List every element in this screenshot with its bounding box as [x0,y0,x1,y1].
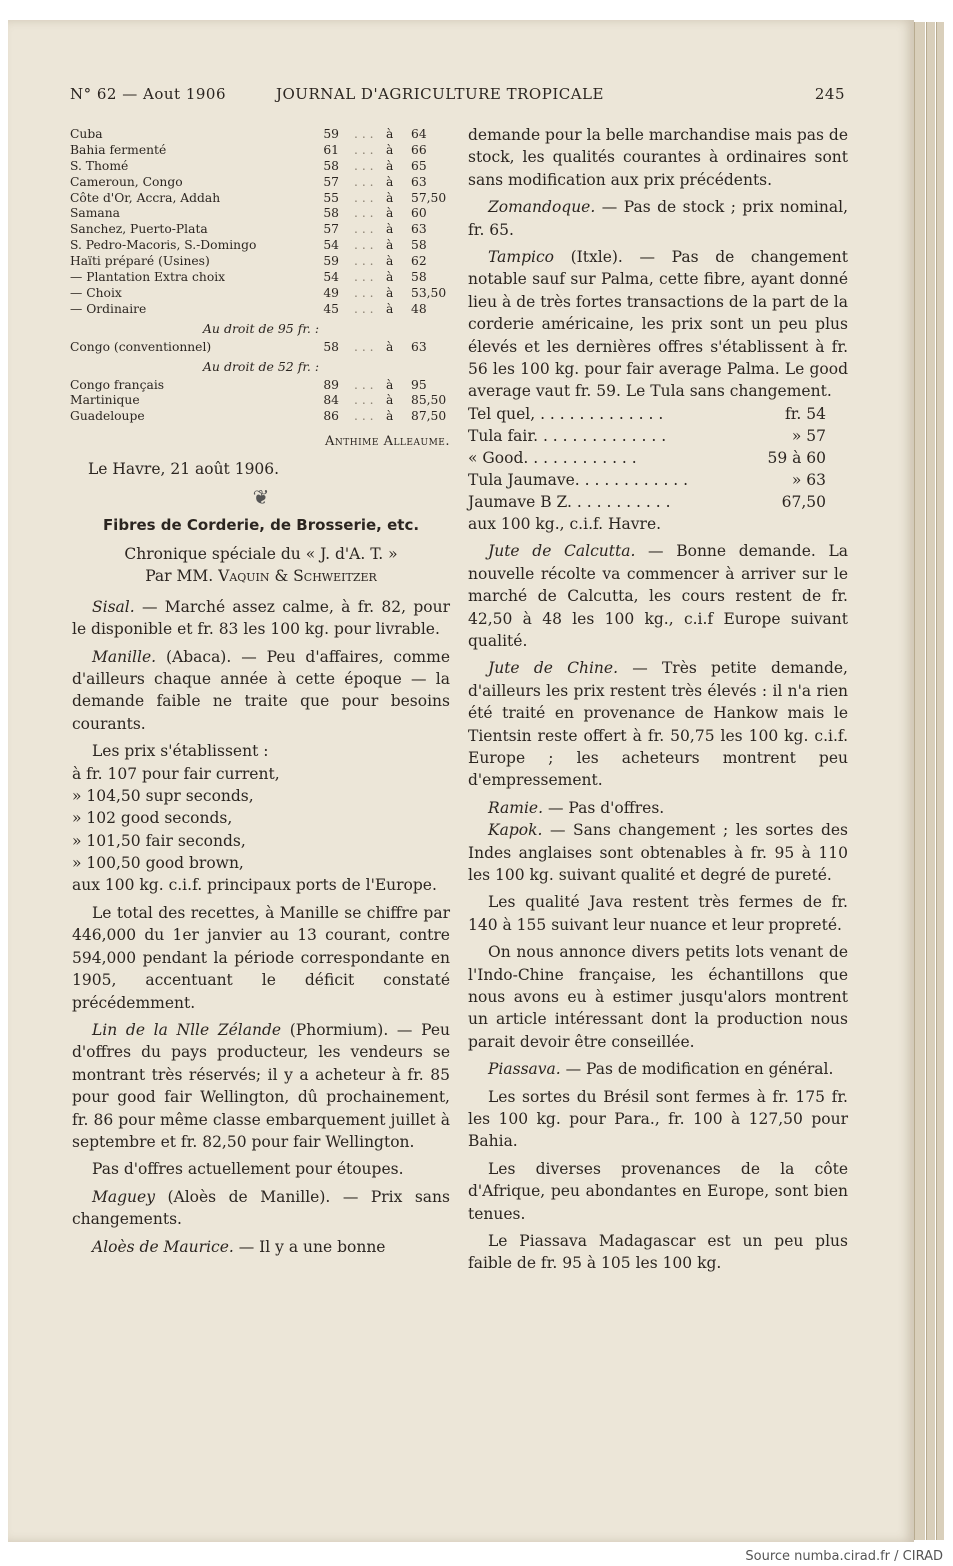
paragraph-piassava: Piassava. — Pas de modification en général. [488,1060,834,1079]
prices-intro: Les prix s'établissent : [92,742,269,761]
rate-value: 67,50 [781,492,826,511]
product-name: S. Pedro-Macoris, S.-Domingo [70,238,257,253]
running-header [70,85,845,107]
right-column [468,124,848,1280]
low-price: 84 [323,393,339,408]
table-row [72,222,450,238]
low-price: 86 [323,409,339,424]
table-subheading: Au droit de 52 fr. : [202,358,320,374]
high-price: 87,50 [411,409,447,424]
leader-dots: . . . [354,222,374,237]
range-separator: à [386,409,394,424]
rate-row [468,425,848,447]
leader-dots: . . . [354,158,374,173]
page-number: 245 [814,85,845,103]
high-price: 64 [411,127,427,141]
product-name: Sanchez, Puerto-Plata [70,222,208,237]
product-name: Congo français [70,377,165,392]
range-separator: à [386,142,394,157]
paragraph-afrique: Les diverses provenances de la côte d'Afrique, peu abondantes en Europe, sont bien tenues. [468,1159,848,1223]
range-separator: à [386,158,394,173]
low-price: 58 [323,339,339,354]
section-subtitle: Chronique spéciale du « J. d'A. T. » [124,544,398,563]
table-subheading: Au droit de 95 fr. : [202,320,320,336]
leader-dots: . . . [354,409,374,424]
price-line: » 100,50 good brown, [72,854,244,873]
high-price: 48 [411,301,427,316]
leader-dots: . . . [354,393,374,408]
paragraph-total: Le total des recettes, à Manille se chiffre par 446,000 du 1er janvier au 13 courant, contre 594,000 pendant la période correspondante en 1905, accentuant le déficit constaté précédemment. [72,903,450,1012]
low-price: 55 [323,190,339,205]
rate-label: Tel quel, . . . . . . . . . . . . . [468,404,664,423]
low-price: 61 [323,142,339,157]
paragraph-manille: Manille. (Abaca). — Peu d'affaires, comme d'ailleurs chaque année à cette époque — la demande faible ne traite que pour besoins courants. [72,647,450,733]
table-row [72,409,450,425]
range-separator: à [386,301,394,316]
product-name: Cameroun, Congo [70,174,183,189]
high-price: 62 [411,254,427,269]
paragraph-aloes: Aloès de Maurice. — Il y a une bonne [92,1237,386,1256]
price-table [72,127,450,425]
product-name: Guadeloupe [70,409,145,424]
product-name: — Plantation Extra choix [70,270,226,285]
rate-label: Tula fair. . . . . . . . . . . . . . [468,426,667,445]
paragraph-lin: Lin de la Nlle Zélande (Phormium). — Peu d'offres du pays producteur, les vendeurs se montrant très réservés; il y a acheteur à fr. 85 pour good fair Wellington, dû prochainement, fr. 86 pour même classe embarquement juillet à septembre et fr. 82,50 pour fair Wellington. [72,1020,450,1151]
leader-dots: . . . [354,377,374,392]
table-row [72,127,450,143]
table-row [72,191,450,207]
range-separator: à [386,222,394,237]
table-row [72,270,450,286]
low-price: 45 [323,301,339,316]
range-separator: à [386,174,394,189]
product-name: Congo (conventionnel) [70,339,212,354]
ornament-icon: ❦ [252,485,270,510]
leader-dots: . . . [354,190,374,205]
prices-end: aux 100 kg. c.i.f. principaux ports de l'Europe. [72,876,437,895]
paragraph-zomandoque: Zomandoque. — Pas de stock ; prix nominal, fr. 65. [468,198,848,239]
table-row [72,143,450,159]
section-authors: Par MM. Vaquin & Schweitzer [145,567,377,586]
high-price: 63 [411,339,427,354]
page-edge [926,22,935,1540]
paragraph-bresil: Les sortes du Brésil sont fermes à fr. 175 fr. les 100 kg. pour Para., fr. 100 à 127,50 pour Bahia. [468,1087,848,1151]
paragraph-indochine: On nous annonce divers petits lots venant de l'Indo-Chine française, les échantillons que nous avons eu à estimer jusqu'alors montrent un article intéressant dont la production nous parait devoir être conseillée. [468,943,848,1051]
leader-dots: . . . [354,238,374,253]
high-price: 58 [411,270,427,285]
product-name: Cuba [70,127,103,141]
left-column [72,127,450,1263]
product-name: S. Thomé [70,158,129,173]
page-edge [936,22,944,1540]
low-price: 57 [323,222,339,237]
rate-value: fr. 54 [784,404,826,423]
rates-end: aux 100 kg., c.i.f. Havre. [468,514,662,533]
leader-dots: . . . [354,174,374,189]
source-credit: Source numba.cirad.fr / CIRAD [745,1549,943,1564]
low-price: 49 [323,285,339,300]
table-row [72,393,450,409]
low-price: 54 [323,238,339,253]
rate-value: » 57 [791,426,826,445]
low-price: 59 [323,254,339,269]
product-name: — Ordinaire [70,301,147,316]
rate-value: 59 à 60 [767,448,826,467]
table-row [72,302,450,318]
rate-row [468,403,848,425]
range-separator: à [386,285,394,300]
low-price: 89 [323,377,339,392]
leader-dots: . . . [354,270,374,285]
low-price: 58 [323,206,339,221]
rate-label: Jaumave B Z. . . . . . . . . . . [468,492,671,511]
range-separator: à [386,206,394,221]
low-price: 58 [323,158,339,173]
product-name: Bahia fermenté [70,142,167,157]
leader-dots: . . . [354,285,374,300]
high-price: 63 [411,174,427,189]
paragraph-etoupes: Pas d'offres actuellement pour étoupes. [92,1160,404,1179]
rate-row [468,491,848,513]
product-name: — Choix [70,285,122,300]
table-row [72,254,450,270]
page-edge [914,22,925,1540]
paragraph-madagascar: Le Piassava Madagascar est un peu plus faible de fr. 95 à 105 les 100 kg. [468,1232,848,1273]
place-date: Le Havre, 21 août 1906. [88,459,280,478]
range-separator: à [386,127,394,141]
high-price: 85,50 [411,393,447,408]
table-row [72,340,450,356]
high-price: 63 [411,222,427,237]
range-separator: à [386,393,394,408]
leader-dots: . . . [354,254,374,269]
rate-label: Tula Jaumave. . . . . . . . . . . . [468,470,689,489]
issue-number: N° 62 — Aout 1906 [70,85,227,103]
range-separator: à [386,339,394,354]
product-name: Côte d'Or, Accra, Addah [70,190,221,205]
low-price: 54 [323,270,339,285]
table-row [72,159,450,175]
table-row [72,175,450,191]
paragraph-ramie: Ramie. — Pas d'offres. [488,798,665,817]
paragraph-kapok: Kapok. — Sans changement ; les sortes des Indes anglaises sont obtenables à fr. 95 à 110 les 100 kg. suivant qualité et degré de pureté. [468,821,848,884]
product-name: Martinique [70,393,140,408]
paragraph-sisal: Sisal. — Marché assez calme, à fr. 82, pour le disponible et fr. 83 les 100 kg. pour livrable. [72,597,450,639]
table-row [72,206,450,222]
high-price: 60 [411,206,427,221]
leader-dots: . . . [354,127,374,141]
low-price: 57 [323,174,339,189]
leader-dots: . . . [354,301,374,316]
product-name: Haïti préparé (Usines) [70,254,210,269]
rate-label: « Good. . . . . . . . . . . . [468,448,637,467]
rate-row [468,469,848,491]
range-separator: à [386,254,394,269]
rate-value: » 63 [791,470,826,489]
low-price: 59 [323,127,339,141]
high-price: 95 [411,377,427,392]
rate-row [468,447,848,469]
journal-title: JOURNAL D'AGRICULTURE TROPICALE [276,85,604,103]
paragraph-continued: demande pour la belle marchandise mais pas de stock, les qualités courantes à ordinaires sont sans modification aux prix précédents. [468,126,848,189]
high-price: 65 [411,158,427,173]
leader-dots: . . . [354,339,374,354]
paragraph-tampico: Tampico (Itxle). — Pas de changement notable sauf sur Palma, cette fibre, ayant donné lieu à de très fortes transactions de la part de la corderie américaine, les prix sont un peu plus élevés et les dernières offres s'établissent à fr. 56 les 100 kg. pour fair average Palma. Le good average vaut fr. 59. Le Tula sans changement. [468,248,848,401]
price-list [72,763,450,875]
high-price: 53,50 [411,285,447,300]
range-separator: à [386,270,394,285]
range-separator: à [386,190,394,205]
high-price: 66 [411,142,427,157]
leader-dots: . . . [354,142,374,157]
paragraph-jute-calcutta: Jute de Calcutta. — Bonne demande. La nouvelle récolte va commencer à arriver sur le marché de Calcutta, les cours restent de fr. 42,50 à 48 les 100 kg., c.i.f Europe suivant qualité. [468,542,848,650]
high-price: 57,50 [411,190,447,205]
range-separator: à [386,238,394,253]
leader-dots: . . . [354,206,374,221]
table-row [72,286,450,302]
paragraph-jute-chine: Jute de Chine. — Très petite demande, d'ailleurs les prix restent très élevés : il n'a rien été traité en provenance de Hankow mais le Tientsin reste offert à fr. 50,75 les 100 kg. c.i.f. Europe ; les acheteurs montrent peu d'empressement. [468,659,848,790]
paragraph-java: Les qualité Java restent très fermes de fr. 140 à 155 suivant leur nuance et leur propreté. [468,893,848,934]
range-separator: à [386,377,394,392]
paragraph-maguey: Maguey (Aloès de Manille). — Prix sans changements. [72,1187,450,1229]
product-name: Samana [70,206,120,221]
price-line: à fr. 107 pour fair current, [72,764,280,783]
rate-list [468,403,848,513]
price-line: » 101,50 fair seconds, [72,831,246,850]
price-line: » 102 good seconds, [72,809,233,828]
high-price: 58 [411,238,427,253]
table-row [72,238,450,254]
table-row [72,378,450,394]
section-title: Fibres de Corderie, de Brosserie, etc. [102,516,420,535]
signature: Anthime Alleaume. [324,434,450,450]
price-line: » 104,50 supr seconds, [72,786,254,805]
